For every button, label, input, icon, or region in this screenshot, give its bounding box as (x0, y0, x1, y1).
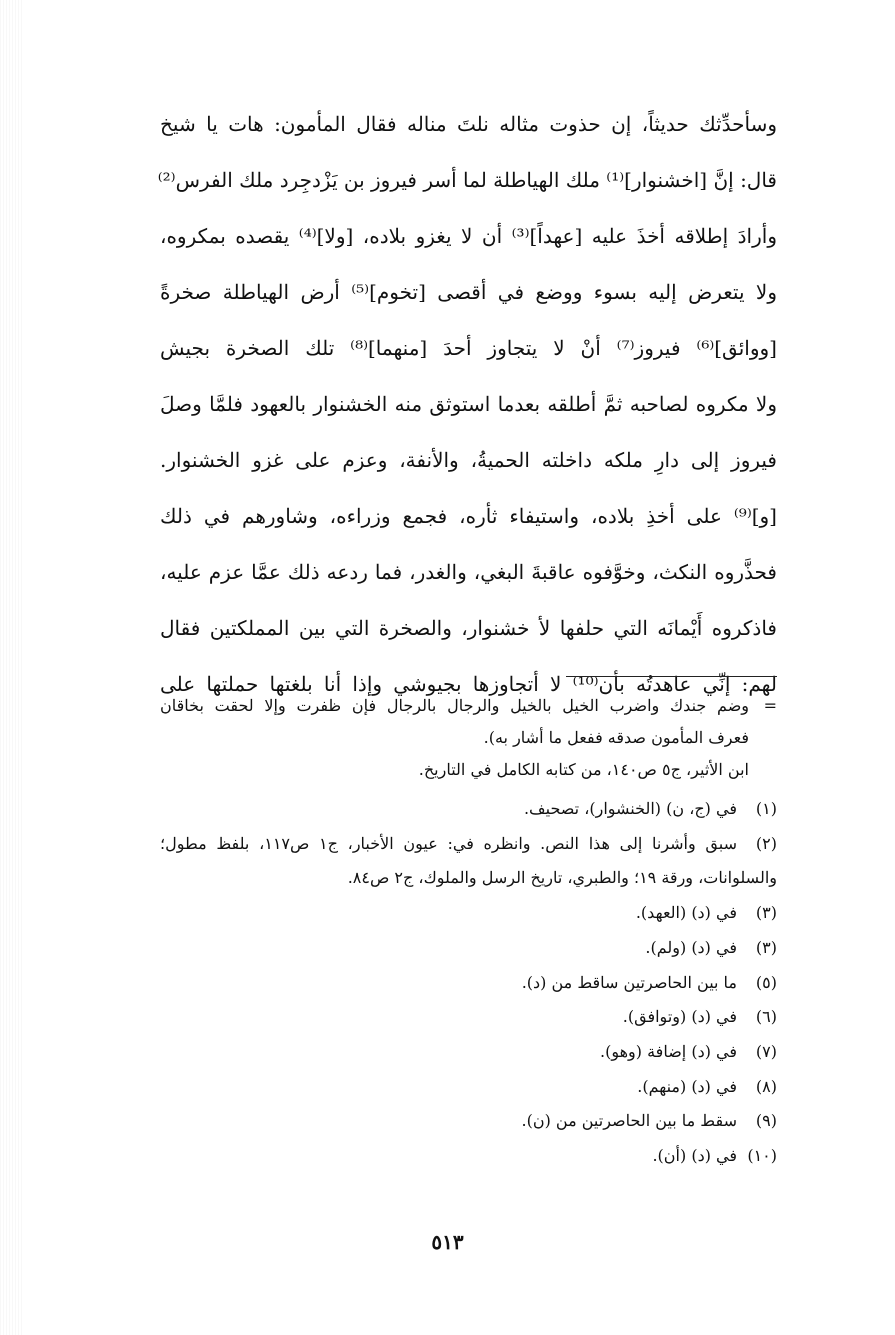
main-text-line: [و]⁽⁹⁾ على أخذِ بلاده، واستيفاء ثأره، فجمع وزراءه، وشاورهم في ذلك (160, 504, 777, 528)
footnote-number: (٢) (755, 833, 777, 853)
footnote-number: (٦) (755, 1007, 777, 1027)
footnote-number: (١٠) (747, 1146, 777, 1166)
footnote-text: في (د) (العهد). (635, 903, 737, 923)
footnote-number: (٣) (755, 903, 777, 923)
main-text-line: فحذَّروه النكث، وخوَّفوه عاقبةَ البغي، والغدر، فما ردعه ذلك عمَّا عزم عليه، (160, 560, 777, 584)
footnote-item (160, 1000, 777, 1035)
footnote-number: (٨) (755, 1076, 777, 1096)
footnote-continuation-line: وضم جندك واضرب الخيل بالخيل والرجال بالرجال فإن ظفرت وإلا لحقت بخاقان (160, 696, 750, 715)
main-text-line: وأرادَ إطلاقه أخذَ عليه [عهداً]⁽³⁾ أن لا يغزو بلاده، [ولا]⁽⁴⁾ يقصده بمكروه، (160, 224, 777, 248)
footnote-text: والسلوانات، ورقة ١٩؛ والطبري، تاريخ الرسل والملوك، ج٢ ص٨٤. (347, 868, 777, 888)
footnote-item (160, 966, 777, 1001)
continuation-marker: = (763, 696, 777, 715)
main-text-line: قال: إنَّ [اخشنوار]⁽¹⁾ ملك الهياطلة لما أسر فيروز بن يَزْدجِرد ملك الفرس⁽²⁾ (157, 168, 777, 192)
footnote-item (160, 827, 777, 896)
footnote-item (160, 931, 777, 966)
footnote-item (160, 1104, 777, 1139)
footnote-continuation-line: فعرف المأمون صدقه ففعل ما أشار به). (483, 728, 749, 747)
footnote-text: في (د) (وتوافق). (622, 1007, 737, 1027)
main-text-line: ولا يتعرض إليه بسوء ووضع في أقصى [تخوم]⁽⁵⁾ أرض الهياطلة صخرةً (160, 280, 777, 304)
footnote-continuation-line: ابن الأثير، ج٥ ص١٤٠، من كتابه الكامل في التاريخ. (418, 760, 749, 779)
footnote-text: في (ج، ن) (الخنشوار)، تصحيف. (523, 799, 737, 818)
main-text-line: فيروز إلى دارِ ملكه داخلته الحميةُ، والأنفة، وعزم على غزو الخشنوار. (160, 448, 777, 472)
footnote-text: في (د) (ولم). (645, 937, 737, 957)
footnote-item (160, 1070, 777, 1105)
page-number: ٥١٣ (431, 1230, 464, 1254)
footnote-number: (٧) (755, 1041, 777, 1061)
footnote-item (160, 1139, 777, 1174)
scan-edge (0, 0, 22, 1335)
footnote-text: ما بين الحاصرتين ساقط من (د). (521, 972, 737, 992)
footnote-number: (٣) (755, 937, 777, 957)
footnote-item (160, 792, 777, 827)
footnote-item (160, 1035, 777, 1070)
footnote-text: سبق وأشرنا إلى هذا النص. وانظره في: عيون الأخبار، ج١ ص١١٧، بلفظ مطول؛ (160, 833, 737, 853)
footnotes-block (160, 690, 777, 1174)
footnote-continuation (160, 690, 777, 786)
main-text-line: فاذكروه أَيْمانَه التي حلفها لأ خشنوار، والصخرة التي بين المملكتين فقال (160, 616, 777, 640)
main-text-line: لهم: إنِّي عاهدتُه بأن⁽¹⁰⁾ لا أتجاوزها بجيوشي وإذا أنا بلغتها حملتها على (160, 672, 777, 696)
footnote-separator (566, 676, 777, 677)
footnote-number: (١) (755, 799, 777, 818)
main-text-line: وسأحدِّثك حديثاً، إن حذوت مثاله نلتَ مناله فقال المأمون: هات يا شيخ (160, 112, 777, 136)
footnote-number: (٥) (755, 972, 777, 992)
footnote-list (160, 792, 777, 1174)
main-text-line: ولا مكروه لصاحبه ثمَّ أطلقه بعدما استوثق منه الخشنوار بالعهود فلمَّا وصلَ (160, 392, 777, 416)
main-text-block (157, 96, 777, 712)
footnote-text: سقط ما بين الحاصرتين من (ن). (521, 1111, 737, 1131)
footnote-item (160, 896, 777, 931)
footnote-text: في (د) (أن). (652, 1146, 737, 1166)
footnote-text: في (د) (منهم). (637, 1076, 737, 1096)
footnote-text: في (د) إضافة (وهو). (600, 1041, 737, 1061)
main-text-line: [ووائق]⁽⁶⁾ فيروز⁽⁷⁾ أنْ لا يتجاوز أحدَ [منهما]⁽⁸⁾ تلك الصخرة بجيش (160, 336, 777, 360)
footnote-number: (٩) (755, 1111, 777, 1131)
